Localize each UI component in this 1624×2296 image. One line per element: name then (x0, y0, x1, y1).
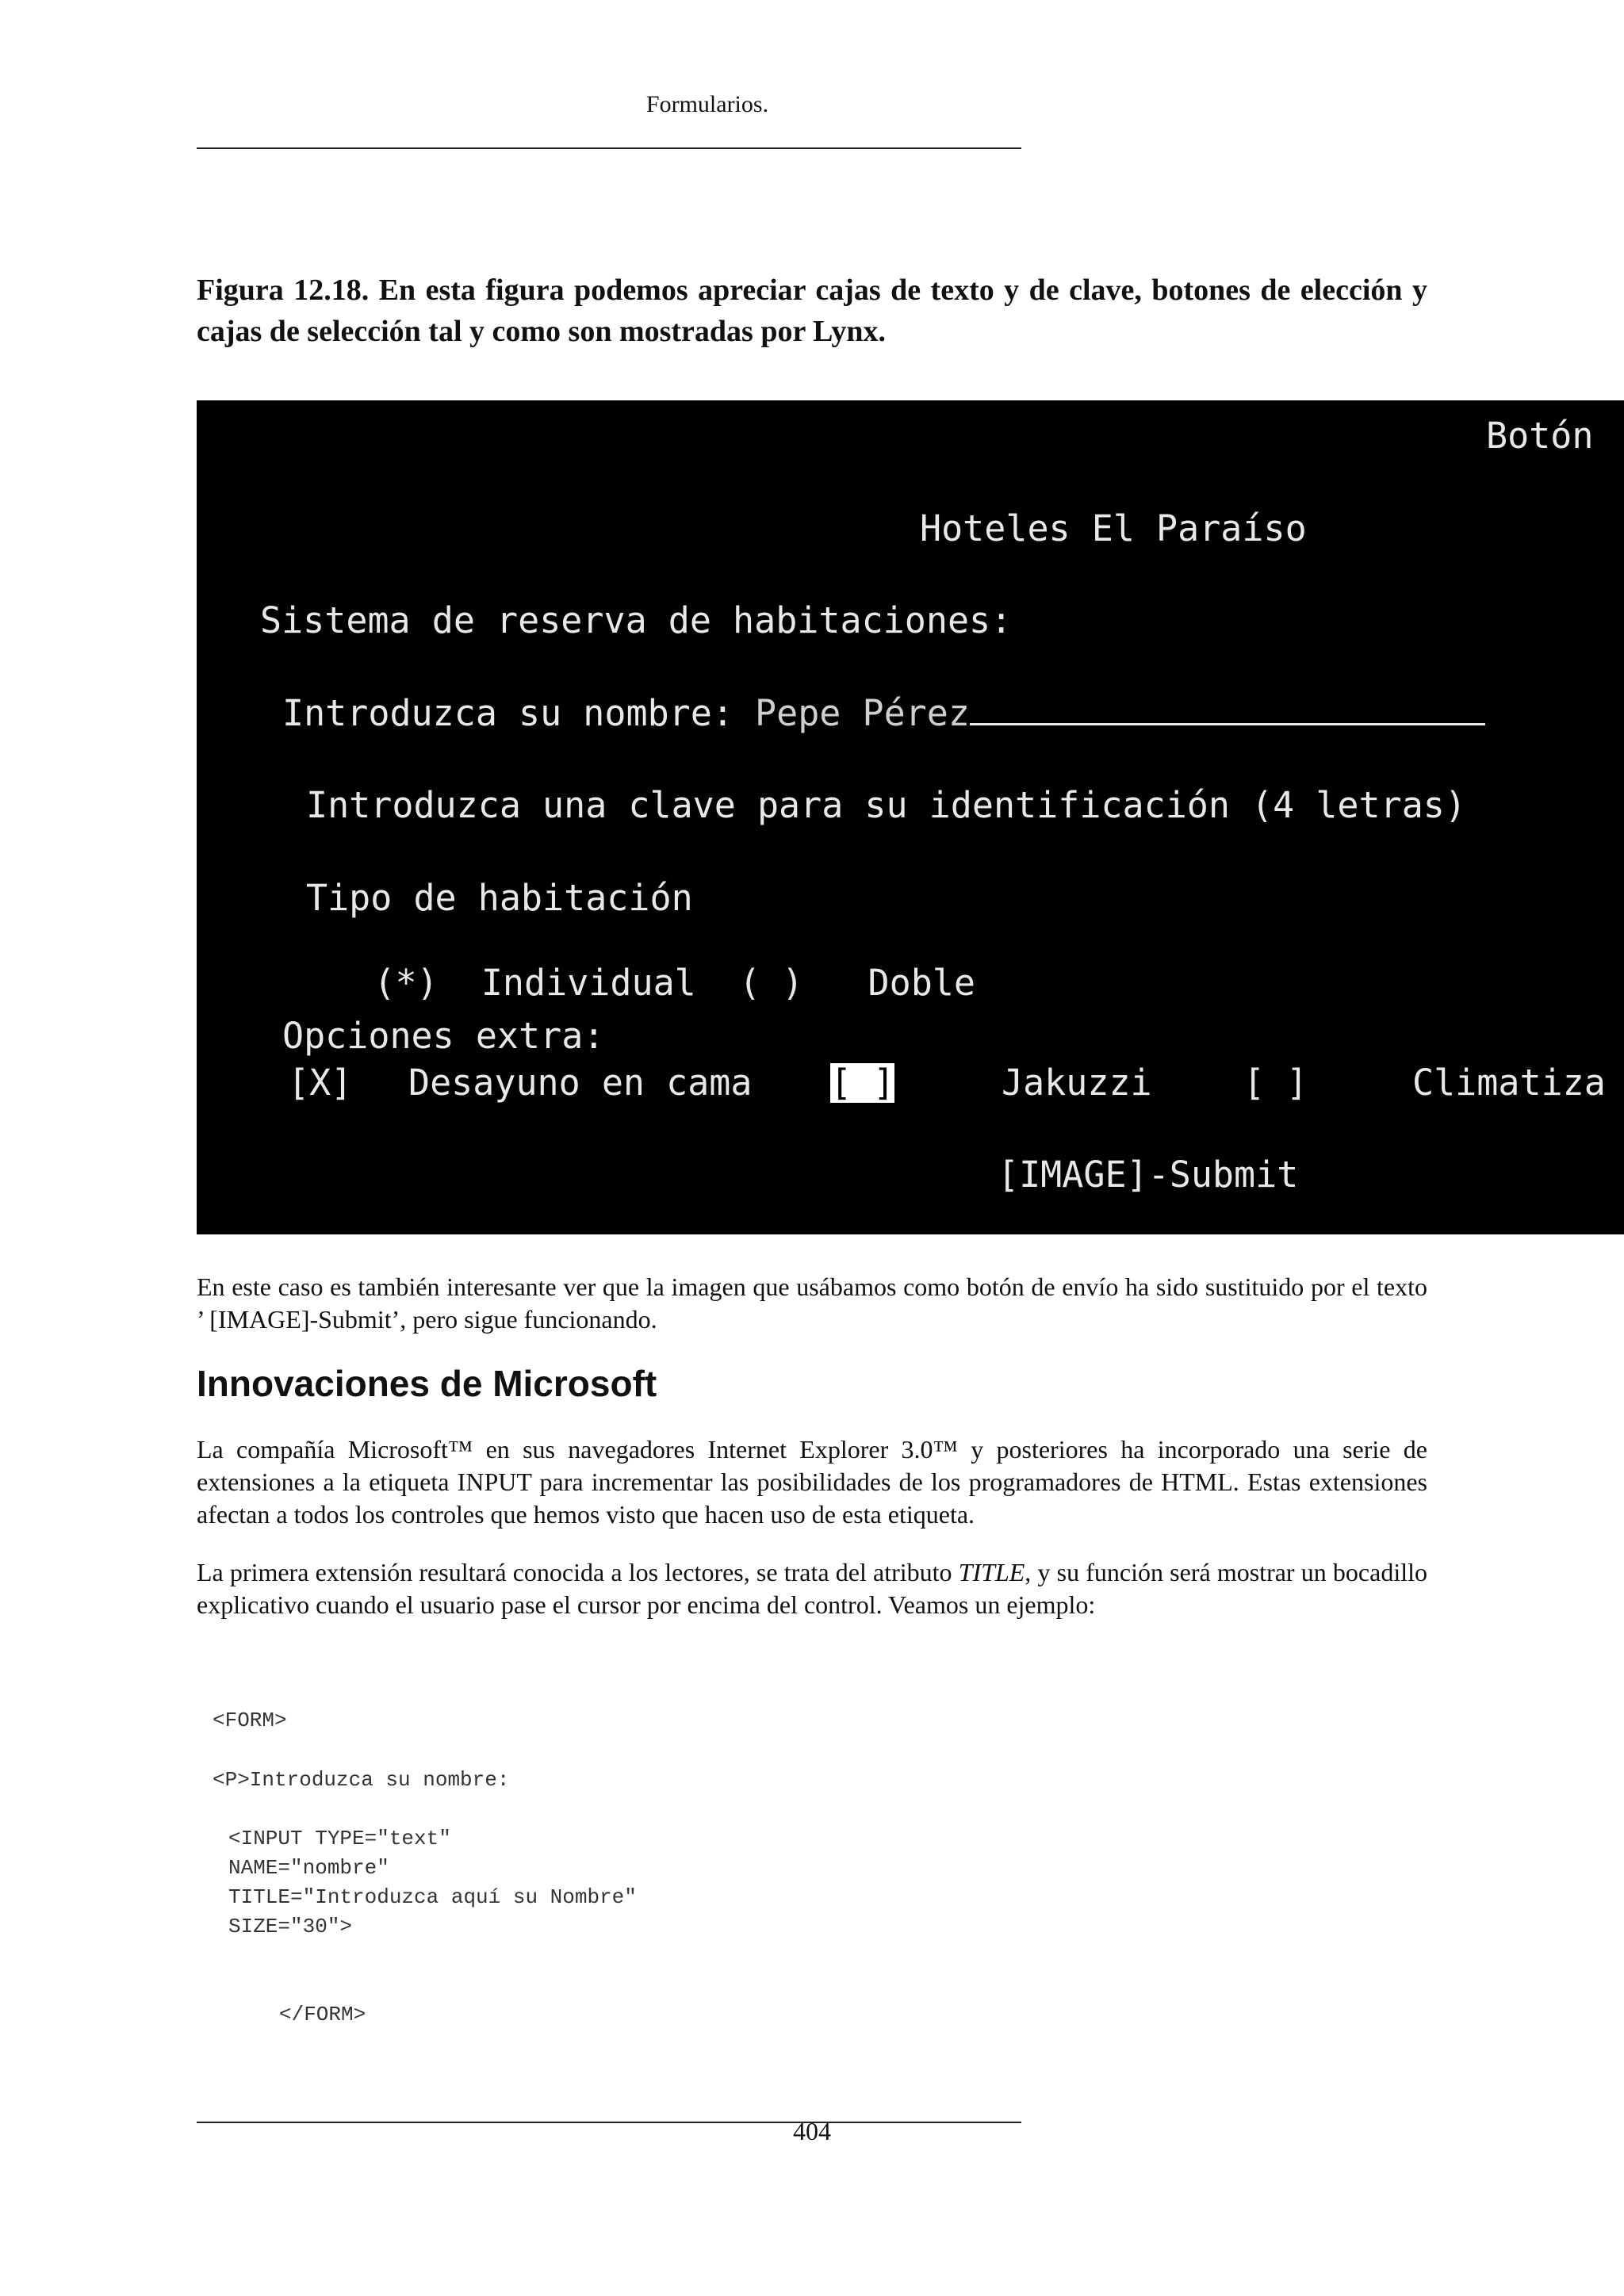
radio-double-label: Doble (868, 962, 975, 1004)
radio-individual-mark: (*) (373, 962, 439, 1004)
running-header: Formularios. (645, 91, 769, 117)
figure-caption: Figura 12.18. En esta figura podemos apreciar cajas de texto y de clave, botones de elección y cajas de selección tal y como son mostradas por Lynx. (197, 274, 1427, 348)
code-form-open: <FORM> (213, 1709, 287, 1732)
terminal-title: Hoteles El Paraíso (920, 507, 1307, 549)
section-heading: Innovaciones de Microsoft (197, 1363, 657, 1404)
paragraph-microsoft-extensions: La compañía Microsoft™ en sus navegadores Internet Explorer 3.0™ y posteriores ha incorporado una serie de extensiones a la etiqueta INPUT para incrementar las posibilidades de los programadores de HTML. Estas extensiones afectan a todos los controles que hemos visto que hacen uso de esta etiqueta. (197, 1435, 1427, 1529)
lynx-screenshot (197, 400, 1624, 1234)
check-jacuzzi-label: Jakuzzi (1002, 1062, 1152, 1104)
page-number: 404 (793, 2117, 831, 2145)
terminal-system-label: Sistema de reserva de habitaciones: (260, 599, 1013, 641)
terminal-name-row (282, 694, 1485, 733)
paragraph-title-attribute (197, 1556, 1427, 1621)
terminal-top-right-text: Botón (1486, 415, 1594, 457)
code-p-open: <P>Introduzca su nombre: (213, 1768, 510, 1792)
terminal-extras-label: Opciones extra: (282, 1015, 605, 1057)
terminal-submit-label: [IMAGE]-Submit (998, 1154, 1299, 1196)
check-climate-label: Climatiza (1412, 1062, 1606, 1104)
code-input-block: <INPUT TYPE="text" NAME="nombre" TITLE="Introduzca aquí su Nombre" SIZE="30"> (228, 1827, 637, 1938)
check-climate-mark: [ ] (1243, 1062, 1308, 1104)
radio-individual-label: Individual (481, 962, 696, 1004)
paragraph-title-after: , y su función será mostrar un bocadillo explicativo cuando el usuario pase el cursor por encima del control. Veamos un ejemplo: (197, 1558, 1428, 1619)
check-breakfast-mark: [X] (288, 1062, 353, 1104)
terminal-name-value: Pepe Pérez (755, 692, 970, 734)
header-rule (197, 147, 1021, 149)
terminal-name-field-underline (970, 695, 1485, 725)
check-jacuzzi-mark: [ ] (830, 1062, 895, 1104)
paragraph-title-before: La primera extensión resultará conocida a los lectores, se trata del atributo (197, 1558, 959, 1586)
terminal-room-type-label: Tipo de habitación (306, 877, 693, 919)
terminal-key-label: Introduzca una clave para su identificación (4 letras) (306, 784, 1466, 826)
radio-double-mark: ( ) (738, 962, 804, 1004)
title-attribute-name: TITLE (958, 1558, 1025, 1586)
check-breakfast-label: Desayuno en cama (408, 1062, 753, 1104)
paragraph-image-submit: En este caso es también interesante ver que la imagen que usábamos como botón de envío ha sido sustituido por el texto ’ [IMAGE]-Submit’, pero sigue funcionando. (197, 1272, 1427, 1334)
terminal-name-label: Introduzca su nombre: (282, 692, 756, 734)
code-form-close: </FORM> (279, 2003, 366, 2026)
